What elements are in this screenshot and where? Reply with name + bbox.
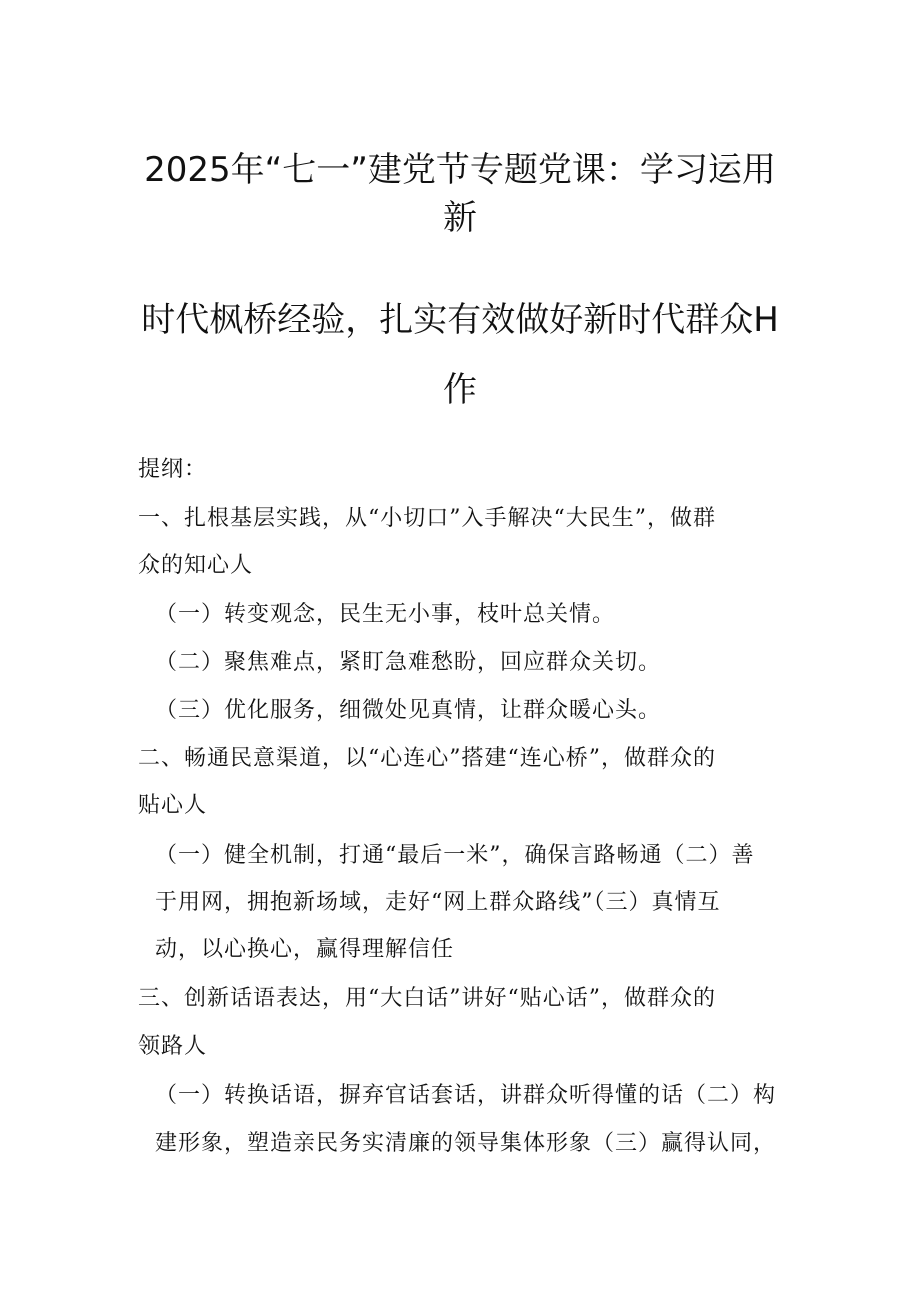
section-1-heading-line-2: 众的知心人: [138, 553, 254, 578]
section-2-body-line-3: 动，以心换心，赢得理解信任: [155, 937, 455, 962]
section-3-heading-line-1: 三、创新话语表达，用“大白话”讲好“贴心话”，做群众的: [138, 986, 716, 1011]
section-1-item-2: （二）聚焦难点，紧盯急难愁盼，回应群众关切。: [155, 650, 662, 675]
document-title-line-2: 新: [443, 198, 477, 238]
section-2-body-line-2: 于用网，拥抱新场域，走好“网上群众路线”（三）真情互: [155, 890, 721, 915]
section-1-item-1: （一）转变观念，民生无小事，枝叶总关情。: [155, 602, 616, 627]
section-2-heading-line-2: 贴心人: [138, 793, 208, 818]
document-title-line-3: 时代枫桥经验，扎实有效做好新时代群众H: [141, 300, 779, 340]
section-2-body-line-1: （一）健全机制，打通“最后一米”，确保言路畅通（二）善: [155, 843, 755, 868]
outline-label: 提纲：: [138, 457, 208, 482]
section-1-item-3: （三）优化服务，细微处见真情，让群众暖心头。: [155, 698, 662, 723]
section-3-body-line-1: （一）转换话语，摒弃官话套话，讲群众听得懂的话（二）构: [155, 1083, 777, 1108]
section-3-heading-line-2: 领路人: [138, 1034, 208, 1059]
section-2-heading-line-1: 二、畅通民意渠道，以“心连心”搭建“连心桥”，做群众的: [138, 746, 716, 771]
section-1-heading-line-1: 一、扎根基层实践，从“小切口”入手解决“大民生”，做群: [138, 506, 716, 531]
document-title-line-4: 作: [443, 370, 477, 410]
section-3-body-line-2: 建形象，塑造亲民务实清廉的领导集体形象（三）赢得认同，: [155, 1131, 777, 1156]
document-title-line-1: 2025年“七一”建党节专题党课：学习运用: [144, 150, 776, 190]
